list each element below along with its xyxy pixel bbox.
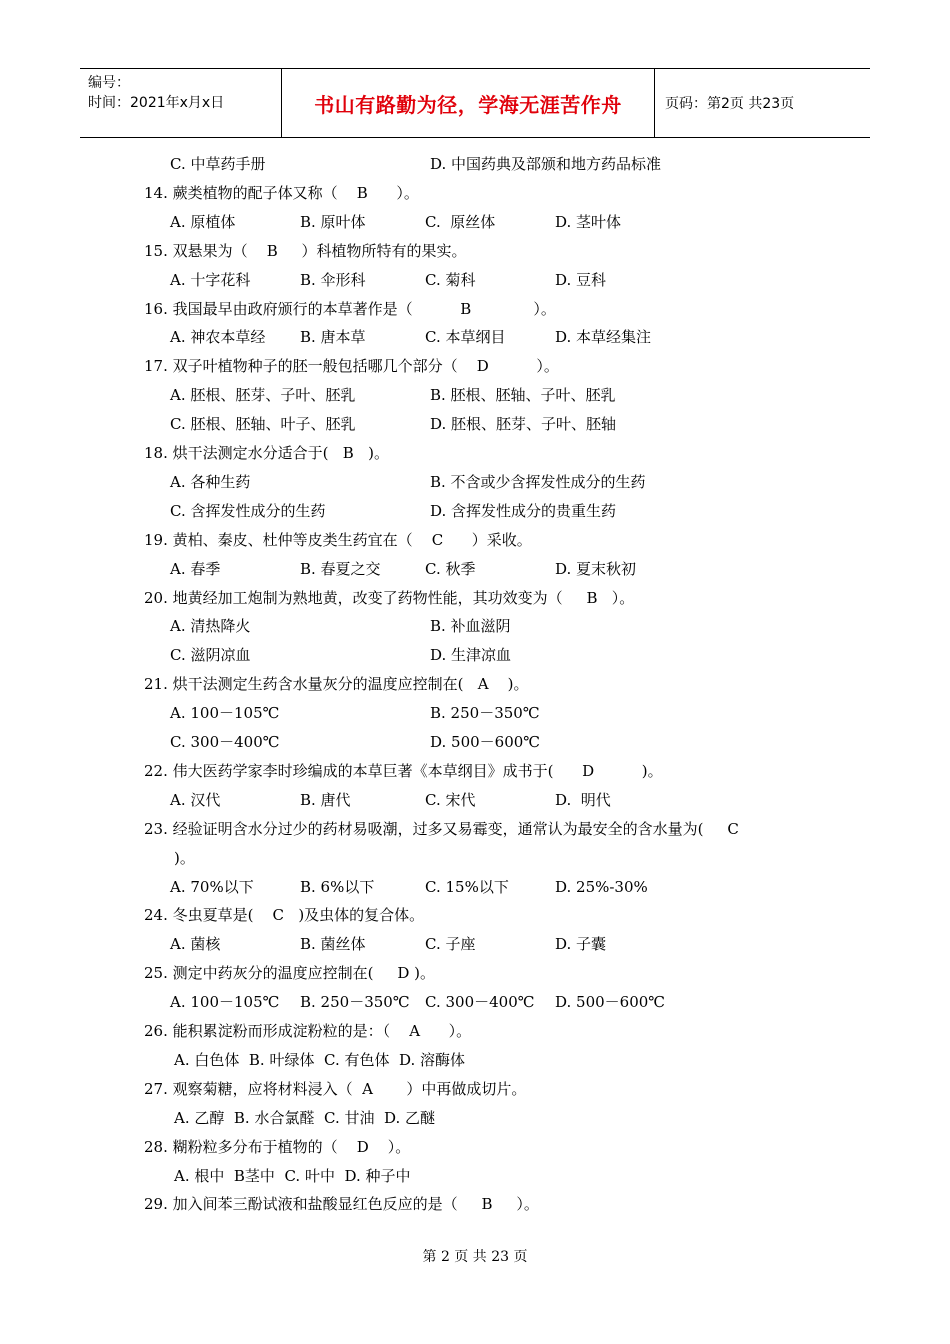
answer-option: A. 菌核 <box>170 935 221 954</box>
answer-option: C. 秋季 <box>425 559 476 578</box>
answer-option: A. 清热降火 <box>170 617 251 636</box>
answer-option: D. 豆科 <box>555 270 607 289</box>
question-text: 23. 经验证明含水分过少的药材易吸潮，过多又易霉变，通常认为最安全的含水量为( C <box>144 819 739 838</box>
answer-option: C. 原丝体 <box>425 212 496 231</box>
question-text: 28. 糊粉粒多分布于植物的（ D ）。 <box>144 1137 411 1156</box>
serial-label: 编号： <box>88 75 130 91</box>
answer-option: A. 各种生药 <box>170 472 251 491</box>
answer-option: D. 胚根、胚芽、子叶、胚轴 <box>430 415 617 434</box>
answer-options-line: A. 乙醇 B. 水合氯醛 C. 甘油 D. 乙醚 <box>174 1108 436 1127</box>
answer-option: B. 唐代 <box>300 790 351 809</box>
answer-option: B. 菌丝体 <box>300 935 366 954</box>
answer-option: B. 250－350℃ <box>430 704 540 723</box>
answer-option: C. 胚根、胚轴、叶子、胚乳 <box>170 415 356 434</box>
answer-option: A. 十字花科 <box>170 270 251 289</box>
answer-option: A. 100－105℃ <box>170 993 280 1012</box>
answer-option: A. 神农本草经 <box>170 328 266 347</box>
question-text: 29. 加入间苯三酚试液和盐酸显红色反应的是（ B ）。 <box>144 1195 539 1214</box>
answer-option: A. 胚根、胚芽、子叶、胚乳 <box>170 386 356 405</box>
motto: 书山有路勤为径，学海无涯苦作舟 <box>282 69 655 137</box>
question-text: 14. 蕨类植物的配子体又称（ B ）。 <box>144 183 419 202</box>
answer-option: C. 300－400℃ <box>425 993 535 1012</box>
page-header <box>80 68 870 138</box>
answer-option: D. 500－600℃ <box>555 993 666 1012</box>
answer-option: D. 含挥发性成分的贵重生药 <box>430 501 617 520</box>
answer-option: D. 25%-30% <box>555 877 648 896</box>
answer-option: D. 500－600℃ <box>430 733 541 751</box>
question-text: 21. 烘干法测定生药含水量灰分的温度应控制在( A )。 <box>144 675 529 694</box>
answer-option: C. 含挥发性成分的生药 <box>170 501 326 520</box>
answer-option: C. 300－400℃ <box>170 733 280 751</box>
page-label: 页码：第2页 共23页 <box>665 96 795 112</box>
answer-option: B. 原叶体 <box>300 212 366 231</box>
answer-option: A. 70%以下 <box>170 877 254 896</box>
answer-option: C. 菊科 <box>425 270 476 289</box>
answer-option: B. 伞形科 <box>300 270 366 289</box>
answer-option: C. 滋阴凉血 <box>170 646 251 665</box>
answer-option: D. 夏末秋初 <box>555 559 637 578</box>
answer-option: D. 茎叶体 <box>555 212 622 231</box>
question-text: 17. 双子叶植物种子的胚一般包括哪几个部分（ D ）。 <box>144 357 559 376</box>
question-text: 18. 烘干法测定水分适合于( B )。 <box>144 444 389 462</box>
answer-options-line: A. 白色体 B. 叶绿体 C. 有色体 D. 溶酶体 <box>174 1050 466 1069</box>
question-text: 16. 我国最早由政府颁行的本草著作是（ B ）。 <box>144 299 556 318</box>
answer-option: B. 胚根、胚轴、子叶、胚乳 <box>430 386 616 405</box>
answer-options-line: )。 <box>174 848 195 867</box>
answer-option: C. 中草药手册 <box>170 155 266 173</box>
answer-option: B. 6%以下 <box>300 877 375 896</box>
answer-option: D. 生津凉血 <box>430 646 512 665</box>
answer-options-line: A. 根中 B茎中 C. 叶中 D. 种子中 <box>174 1166 411 1185</box>
answer-option: D. 中国药典及部颁和地方药品标准 <box>430 155 662 173</box>
answer-option: C. 子座 <box>425 935 476 954</box>
answer-option: D. 本草经集注 <box>555 328 652 347</box>
answer-option: A. 春季 <box>170 559 221 578</box>
answer-option: C. 宋代 <box>425 790 476 809</box>
answer-option: B. 唐本草 <box>300 328 366 347</box>
answer-option: A. 100－105℃ <box>170 704 280 723</box>
answer-option: C. 本草纲目 <box>425 328 506 347</box>
answer-option: B. 不含或少含挥发性成分的生药 <box>430 472 646 491</box>
answer-option: C. 15%以下 <box>425 877 509 896</box>
question-text: 19. 黄柏、秦皮、杜仲等皮类生药宜在（ C ）采收。 <box>144 530 532 549</box>
answer-option: A. 汉代 <box>170 790 221 809</box>
answer-option: A. 原植体 <box>170 212 236 231</box>
answer-option: B. 250－350℃ <box>300 993 410 1012</box>
question-text: 25. 测定中药灰分的温度应控制在( D )。 <box>144 964 435 983</box>
question-text: 26. 能积累淀粉而形成淀粉粒的是：（ A ）。 <box>144 1022 472 1040</box>
question-text: 24. 冬虫夏草是( C )及虫体的复合体。 <box>144 906 425 925</box>
date-label: 时间：2021年x月x日 <box>88 95 225 111</box>
header-left-cell <box>80 69 282 137</box>
answer-option: B. 春夏之交 <box>300 559 381 578</box>
question-text: 15. 双悬果为（ B ）科植物所特有的果实。 <box>144 241 467 260</box>
page-footer: 第 2 页 共 23 页 <box>422 1249 528 1265</box>
question-text: 22. 伟大医药学家李时珍编成的本草巨著《本草纲目》成书于( D )。 <box>144 761 663 780</box>
question-text: 20. 地黄经加工炮制为熟地黄，改变了药物性能，其功效变为（ B ）。 <box>144 588 635 607</box>
answer-option: B. 补血滋阴 <box>430 617 511 636</box>
answer-option: D. 子囊 <box>555 935 607 954</box>
answer-option: D. 明代 <box>555 790 611 809</box>
question-text: 27. 观察菊糖，应将材料浸入（ A ）中再做成切片。 <box>144 1079 527 1098</box>
